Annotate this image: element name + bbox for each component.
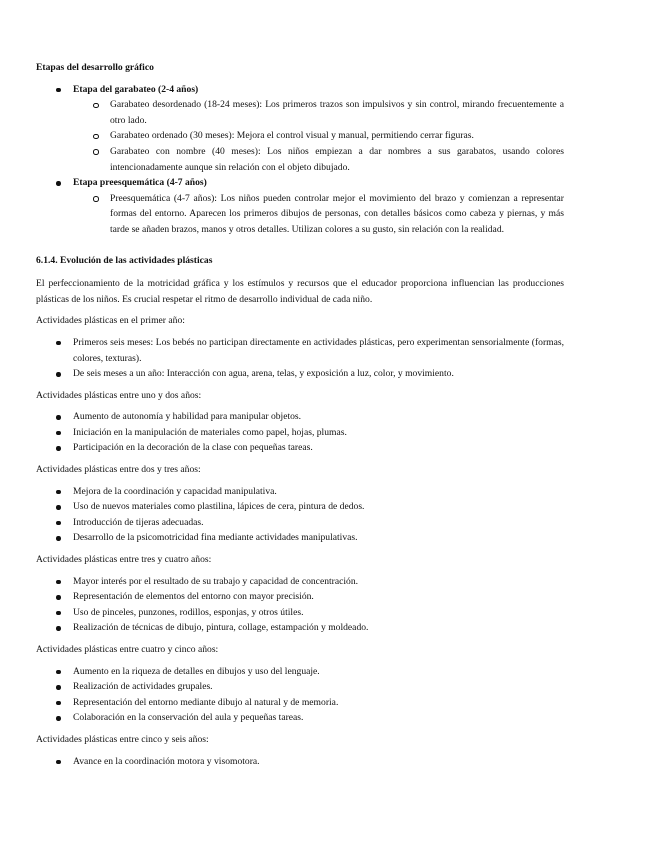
list-item: Primeros seis meses: Los bebés no participan directamente en actividades plásticas, pero experimentan sensorialmente (formas, colores, texturas). [36,335,564,366]
stage-label: Etapa del garabateo (2-4 años) [73,83,199,95]
list-item [36,175,564,237]
list-item: Garabateo con nombre (40 meses): Los niños empiezan a dar nombres a sus garabatos, usando colores intencionadamente aunque sin relación con el objeto dibujado. [36,144,564,175]
list-item: Desarrollo de la psicomotricidad fina mediante actividades manipulativas. [36,530,564,546]
activity-list [36,409,564,456]
section-heading: 6.1.4. Evolución de las actividades plásticas [36,254,213,266]
substage-list [36,191,564,238]
list-item: Realización de técnicas de dibujo, pintura, collage, estampación y moldeado. [36,620,564,636]
group-title: Actividades plásticas entre dos y tres años: [36,464,201,476]
stages-list [36,82,564,238]
group-title: Actividades plásticas entre tres y cuatro años: [36,554,212,566]
group-title: Actividades plásticas entre cinco y seis años: [36,733,209,745]
list-item: Participación en la decoración de la clase con pequeñas tareas. [36,440,564,456]
list-item: Realización de actividades grupales. [36,679,564,695]
group-title: Actividades plásticas en el primer año: [36,315,185,327]
list-item: Colaboración en la conservación del aula y pequeñas tareas. [36,710,564,726]
list-item: Preesquemática (4-7 años): Los niños pueden controlar mejor el movimiento del brazo y comienzan a representar formas del entorno. Aparecen los primeros dibujos de personas, con detalles básicos como cabeza y piernas, y más tarde se añaden brazos, manos y otros detalles. Utilizan colores a su gusto, sin relación con la realidad. [36,191,564,238]
list-item: Mejora de la coordinación y capacidad manipulativa. [36,484,564,500]
activity-list [36,754,564,770]
stage-label: Etapa preesquemática (4-7 años) [73,177,207,189]
list-item: Uso de nuevos materiales como plastilina, lápices de cera, pintura de dedos. [36,499,564,515]
activity-list [36,484,564,546]
section-intro: El perfeccionamiento de la motricidad gráfica y los estímulos y recursos que el educador proporciona influencian las producciones plásticas de los niños. Es crucial respetar el ritmo de desarrollo individual de cada niño. [36,278,564,305]
list-item: Avance en la coordinación motora y visomotora. [36,754,564,770]
list-item: De seis meses a un año: Interacción con agua, arena, telas, y exposición a luz, color, y movimiento. [36,366,564,382]
list-item: Aumento de autonomía y habilidad para manipular objetos. [36,409,564,425]
list-item: Introducción de tijeras adecuadas. [36,515,564,531]
stages-heading: Etapas del desarrollo gráfico [36,62,154,73]
document-page [36,60,564,769]
list-item: Mayor interés por el resultado de su trabajo y capacidad de concentración. [36,574,564,590]
group-title: Actividades plásticas entre uno y dos años: [36,389,202,401]
list-item: Representación de elementos del entorno con mayor precisión. [36,589,564,605]
activity-list [36,574,564,636]
list-item: Garabateo ordenado (30 meses): Mejora el control visual y manual, permitiendo cerrar figuras. [36,128,564,144]
substage-list [36,97,564,175]
list-item: Iniciación en la manipulación de materiales como papel, hojas, plumas. [36,425,564,441]
list-item [36,82,564,176]
group-title: Actividades plásticas entre cuatro y cinco años: [36,644,219,655]
list-item: Garabateo desordenado (18-24 meses): Los primeros trazos son impulsivos y sin control, mirando frecuentemente a otro lado. [36,97,564,128]
activity-list [36,335,564,382]
list-item: Representación del entorno mediante dibujo al natural y de memoria. [36,695,564,711]
activity-list [36,664,564,726]
list-item: Uso de pinceles, punzones, rodillos, esponjas, y otros útiles. [36,605,564,621]
list-item: Aumento en la riqueza de detalles en dibujos y uso del lenguaje. [36,664,564,680]
